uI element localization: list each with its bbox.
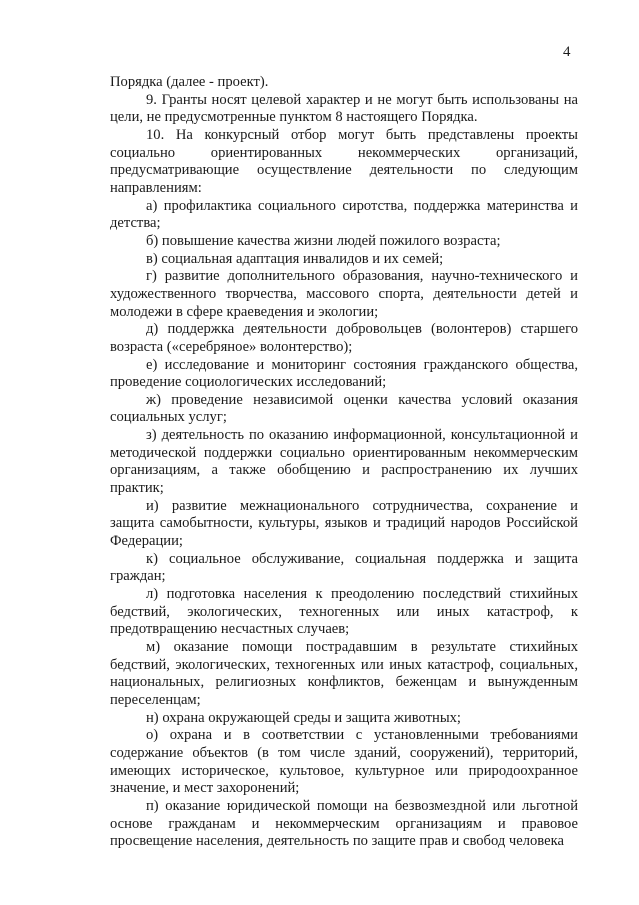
list-item-a: а) профилактика социального сиротства, поддержка материнства и детства;	[110, 197, 578, 232]
paragraph-continuation: Порядка (далее - проект).	[110, 74, 269, 90]
paragraph-item-10: 10. На конкурсный отбор могут быть представлены проекты социально ориентированных некоммерческих организаций, предусматривающие осуществление деятельности по следующим направлениям:	[110, 126, 578, 196]
paragraph-item-9: 9. Гранты носят целевой характер и не могут быть использованы на цели, не предусмотренные пунктом 8 настоящего Порядка.	[110, 91, 578, 126]
list-item-p: п) оказание юридической помощи на безвозмездной или льготной основе гражданам и некоммерческим организациям и правовое просвещение населения, деятельность по защите прав и свобод человека	[110, 797, 578, 850]
list-item-zh: ж) проведение независимой оценки качества условий оказания социальных услуг;	[110, 391, 578, 426]
list-item-k: к) социальное обслуживание, социальная поддержка и защита граждан;	[110, 550, 578, 585]
page-number: 4	[563, 44, 571, 60]
list-item-b: б) повышение качества жизни людей пожилого возраста;	[146, 232, 501, 249]
document-body	[110, 74, 578, 851]
list-item-l: л) подготовка населения к преодолению последствий стихийных бедствий, экологических, техногенных или иных катастроф, к предотвращению несчастных случаев;	[110, 586, 578, 638]
list-item-v: в) социальная адаптация инвалидов и их семей;	[146, 250, 444, 267]
list-item-o: о) охрана и в соответствии с установленными требованиями содержание объектов (в том числе зданий, сооружений), территорий, имеющих историческое, культовое, культурное или природоохранное значение, и мест захоронений;	[110, 727, 578, 797]
list-item-n: н) охрана окружающей среды и защита животных;	[146, 709, 461, 726]
list-item-i: и) развитие межнационального сотрудничества, сохранение и защита самобытности, культуры, языков и традиций народов Российской Федерации;	[110, 497, 578, 550]
list-item-g: г) развитие дополнительного образования, научно-технического и художественного творчества, массового спорта, деятельности детей и молодежи в сфере краеведения и экологии;	[110, 268, 578, 320]
list-item-d: д) поддержка деятельности добровольцев (волонтеров) старшего возраста («серебряное» волонтерство);	[110, 321, 578, 355]
list-item-m: м) оказание помощи пострадавшим в результате стихийных бедствий, экологических, техногенных или иных катастроф, социальных, национальных, религиозных конфликтов, беженцам и вынужденным переселенцам;	[110, 639, 578, 708]
list-item-z: з) деятельность по оказанию информационной, консультационной и методической поддержки социально ориентированным некоммерческим организациям, а также обобщению и распространению их лучших практик;	[110, 427, 578, 497]
list-item-e: е) исследование и мониторинг состояния гражданского общества, проведение социологических исследований;	[110, 356, 578, 391]
